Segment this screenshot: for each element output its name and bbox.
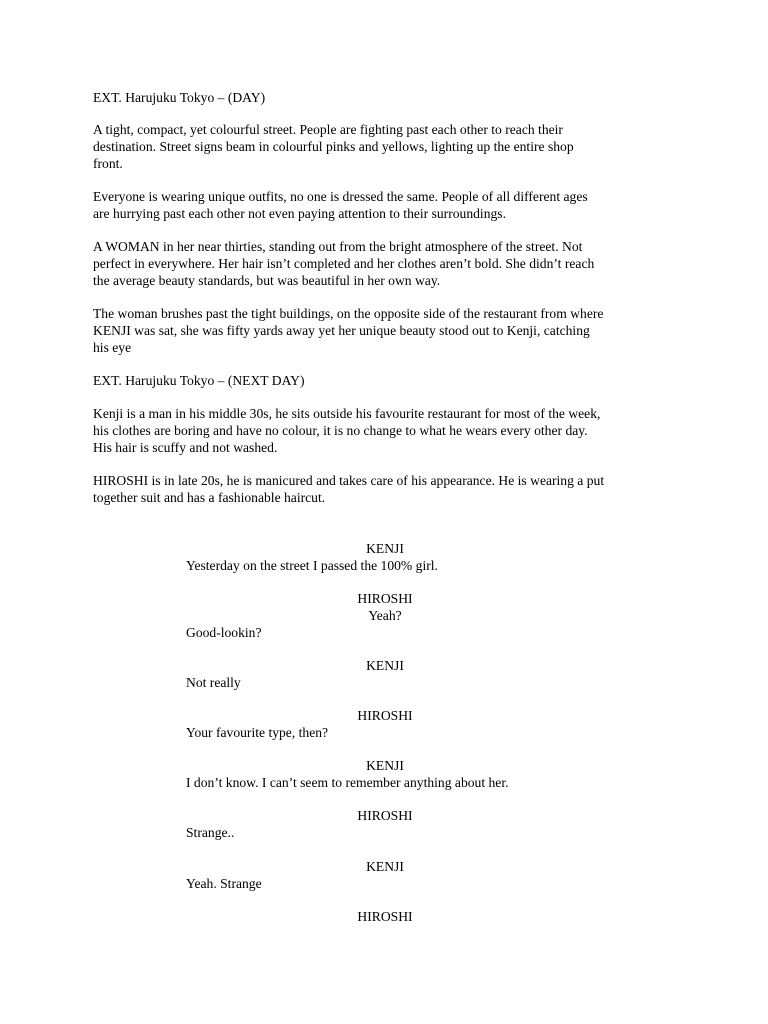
action-line: his clothes are boring and have no colour, it is no change to what he wears every other day.	[93, 423, 588, 438]
action-line: Everyone is wearing unique outfits, no one is dressed the same. People of all different ages	[93, 189, 588, 204]
character-cue: HIROSHI	[357, 708, 413, 723]
action-line: the average beauty standards, but was beautiful in her own way.	[93, 273, 441, 288]
action-line: His hair is scuffy and not washed.	[93, 440, 278, 455]
action-line: A tight, compact, yet colourful street. People are fighting past each other to reach their	[93, 122, 563, 137]
character-cue: KENJI	[366, 859, 404, 874]
action-line: A WOMAN in her near thirties, standing out from the bright atmosphere of the street. Not	[93, 239, 583, 254]
dialogue-line: Good-lookin?	[186, 625, 262, 640]
dialogue-line: Strange..	[186, 825, 235, 840]
character-cue: HIROSHI	[357, 591, 413, 606]
action-line: are hurrying past each other not even paying attention to their surroundings.	[93, 206, 506, 221]
character-cue: HIROSHI	[357, 808, 413, 823]
action-line: his eye	[93, 340, 132, 355]
action-line: The woman brushes past the tight buildings, on the opposite side of the restaurant from where	[93, 306, 604, 321]
dialogue-line: Not really	[186, 675, 241, 690]
character-cue: KENJI	[366, 758, 404, 773]
action-line: KENJI was sat, she was fifty yards away yet her unique beauty stood out to Kenji, catching	[93, 323, 590, 338]
dialogue-line: Your favourite type, then?	[186, 725, 329, 740]
action-line: destination. Street signs beam in colourful pinks and yellows, lighting up the entire shop	[93, 139, 574, 154]
character-cue: KENJI	[366, 541, 404, 556]
action-line: Kenji is a man in his middle 30s, he sits outside his favourite restaurant for most of the week,	[93, 406, 601, 421]
action-line: together suit and has a fashionable haircut.	[93, 490, 326, 505]
character-cue: KENJI	[366, 658, 404, 673]
dialogue-line: Yesterday on the street I passed the 100% girl.	[186, 558, 438, 573]
dialogue-line: I don’t know. I can’t seem to remember anything about her.	[186, 775, 509, 790]
dialogue-line: Yeah. Strange	[186, 876, 262, 891]
action-line: perfect in everywhere. Her hair isn’t completed and her clothes aren’t bold. She didn’t reach	[93, 256, 595, 271]
dialogue-extra: Yeah?	[368, 608, 402, 623]
action-line: front.	[93, 156, 123, 171]
character-cue: HIROSHI	[357, 909, 413, 924]
scene-heading-1: EXT. Harujuku Tokyo – (DAY)	[93, 90, 266, 105]
scene-heading-2: EXT. Harujuku Tokyo – (NEXT DAY)	[93, 373, 305, 388]
action-line: HIROSHI is in late 20s, he is manicured and takes care of his appearance. He is wearing a put	[93, 473, 605, 488]
